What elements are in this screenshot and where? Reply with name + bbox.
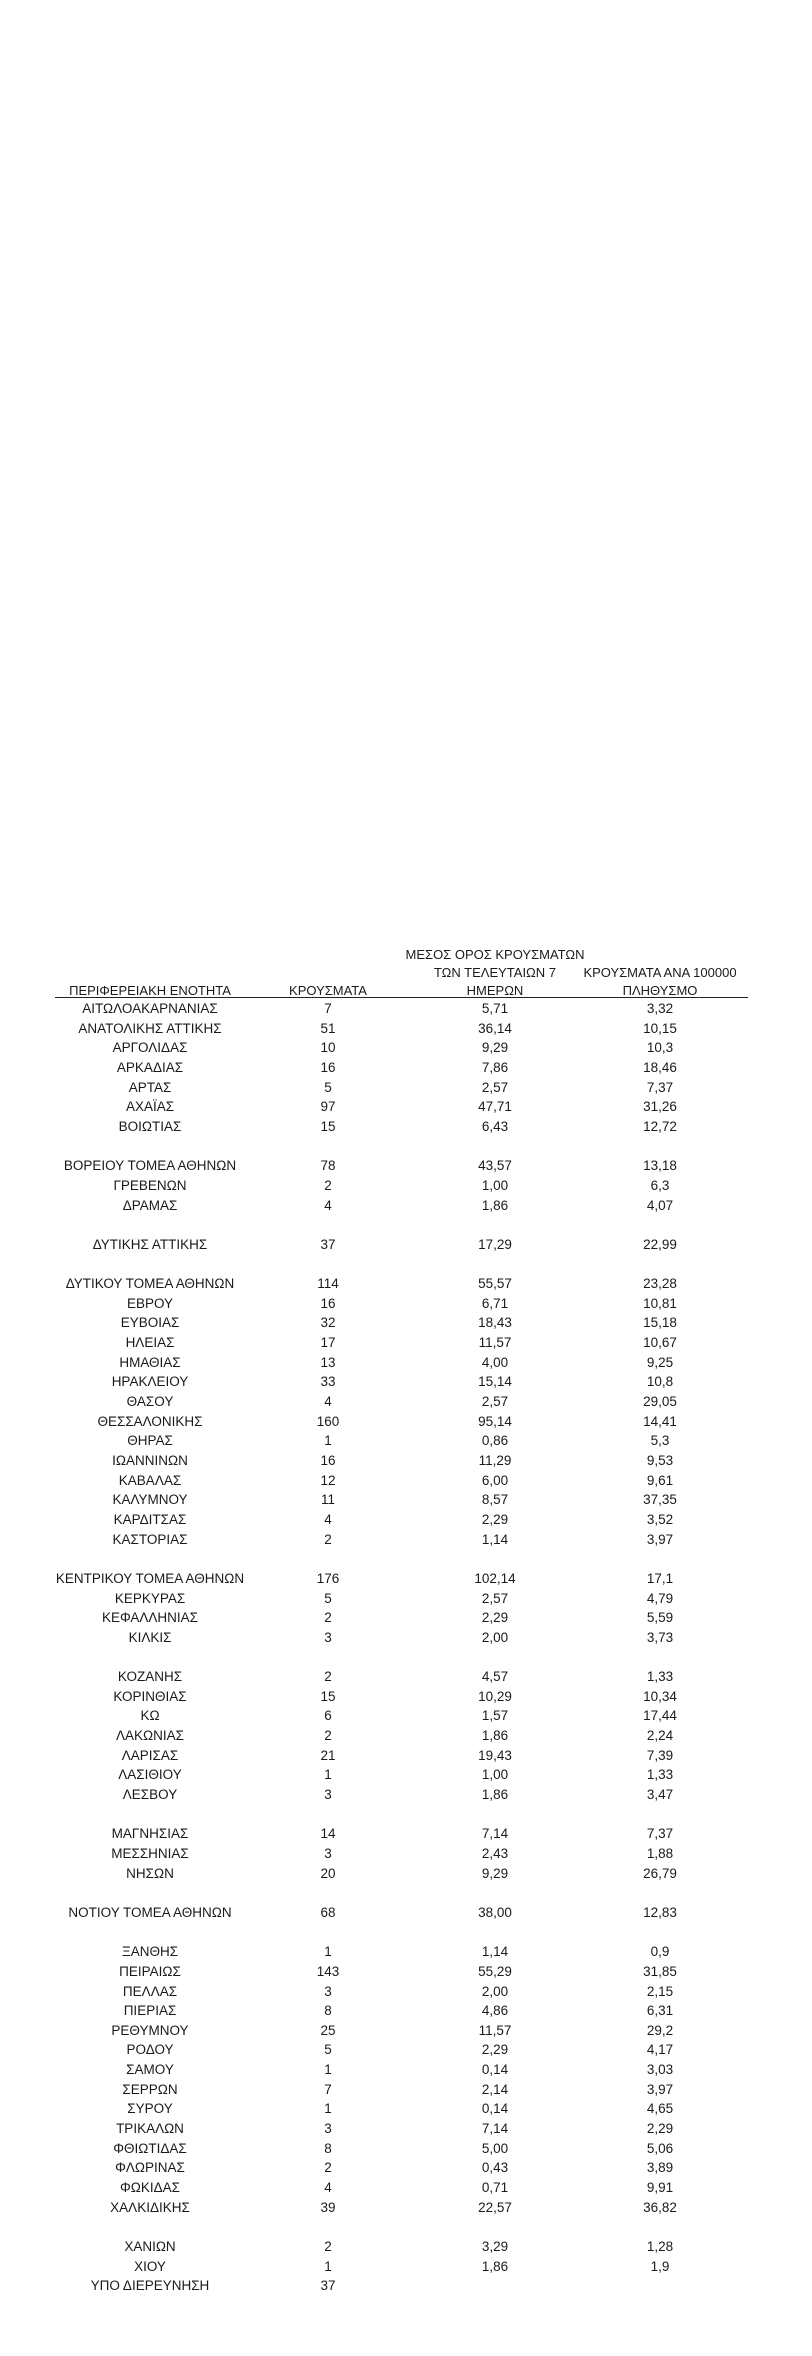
region-cell: ΔΡΑΜΑΣ	[122, 1197, 178, 1213]
cases-cell: 3	[324, 1983, 332, 1999]
avg7-cell: 43,57	[478, 1158, 512, 1174]
per100k-cell: 10,81	[643, 1295, 677, 1311]
cases-cell: 4	[324, 1511, 332, 1527]
cases-cell: 2	[324, 1669, 332, 1685]
region-cell: ΦΘΙΩΤΙΔΑΣ	[113, 2140, 187, 2156]
region-cell: ΚΟΖΑΝΗΣ	[117, 1669, 183, 1685]
cases-cell: 5	[324, 1079, 332, 1095]
per100k-cell: 12,72	[643, 1118, 677, 1134]
cases-cell: 4	[324, 1197, 332, 1213]
region-cell: ΣΑΜΟΥ	[126, 2062, 174, 2078]
per100k-cell: 10,67	[643, 1335, 677, 1350]
region-cell: ΞΑΝΘΗΣ	[121, 1944, 179, 1960]
avg7-cell: 2,57	[481, 1079, 509, 1095]
per100k-cell: 6,3	[650, 1177, 670, 1193]
cases-cell: 39	[320, 2199, 336, 2215]
cases-cell: 2	[324, 1531, 332, 1547]
per100k-cell: 10,8	[646, 1374, 674, 1390]
avg7-cell: 0,43	[481, 2160, 509, 2176]
per100k-cell: 9,91	[646, 2180, 674, 2195]
cases-cell: 3	[324, 1629, 332, 1645]
per100k-cell: 31,26	[643, 1099, 677, 1115]
region-cell: ΚΕΦΑΛΛΗΝΙΑΣ	[101, 1610, 199, 1626]
cases-cell: 16	[320, 1453, 336, 1468]
header-avg7-line3: ΗΜΕΡΩΝ	[466, 983, 524, 998]
cases-cell: 2	[324, 2160, 332, 2176]
region-cell: ΣΥΡΟΥ	[127, 2101, 173, 2117]
cases-cell: 114	[317, 1276, 339, 1292]
region-cell: ΥΠΟ ΔΙΕΡΕΥΝΗΣΗ	[90, 2278, 210, 2294]
cases-cell: 5	[324, 1590, 332, 1606]
region-cell: ΦΩΚΙΔΑΣ	[120, 2180, 180, 2195]
avg7-cell: 8,57	[481, 1492, 509, 1508]
per100k-cell: 3,73	[646, 1629, 674, 1645]
avg7-cell: 5,00	[481, 2140, 509, 2156]
avg7-cell: 1,57	[481, 1708, 509, 1724]
per100k-cell: 4,17	[646, 2042, 674, 2058]
cases-cell: 25	[320, 2022, 336, 2038]
cases-cell: 2	[324, 2238, 332, 2254]
cases-cell: 7	[324, 2081, 332, 2097]
cases-cell: 8	[324, 2003, 332, 2019]
region-cell: ΚΑΛΥΜΝΟΥ	[112, 1492, 188, 1508]
per100k-cell: 18,46	[643, 1060, 677, 1075]
region-cell: ΚΩ	[140, 1708, 160, 1724]
cases-cell: 10	[320, 1040, 336, 1056]
cases-cell: 3	[324, 1787, 332, 1802]
region-cell: ΘΗΡΑΣ	[127, 1433, 173, 1449]
header-avg7-line1: ΜΕΣΟΣ ΟΡΟΣ ΚΡΟΥΣΜΑΤΩΝ	[405, 947, 585, 962]
header-per100k-line2: ΠΛΗΘΥΣΜΟ	[622, 983, 698, 998]
header-cases: ΚΡΟΥΣΜΑΤΑ	[289, 983, 367, 998]
region-cell: ΘΑΣΟΥ	[126, 1394, 174, 1409]
region-cell: ΚΙΛΚΙΣ	[128, 1629, 172, 1645]
cases-cell: 7	[324, 1001, 332, 1016]
per100k-cell: 2,15	[646, 1983, 674, 1999]
avg7-cell: 55,29	[478, 1963, 512, 1979]
per100k-cell: 29,2	[646, 2022, 674, 2038]
region-cell: ΘΕΣΣΑΛΟΝΙΚΗΣ	[97, 1413, 203, 1429]
avg7-cell: 18,43	[478, 1315, 512, 1331]
cases-cell: 78	[320, 1158, 336, 1174]
region-cell: ΚΑΡΔΙΤΣΑΣ	[113, 1511, 187, 1527]
per100k-cell: 22,99	[643, 1236, 677, 1252]
avg7-cell: 36,14	[478, 1020, 512, 1036]
cases-cell: 17	[320, 1335, 336, 1350]
region-cell: ΜΑΓΝΗΣΙΑΣ	[111, 1826, 189, 1842]
per100k-cell: 9,61	[646, 1472, 674, 1488]
avg7-cell: 1,86	[481, 1728, 509, 1743]
per100k-cell: 7,39	[646, 1747, 674, 1763]
header-divider	[55, 997, 748, 998]
cases-cell: 37	[320, 2278, 336, 2294]
region-cell: ΠΕΛΛΑΣ	[122, 1983, 178, 1999]
per100k-cell: 6,31	[646, 2003, 674, 2019]
avg7-cell: 2,29	[481, 1511, 509, 1527]
cases-cell: 16	[320, 1295, 336, 1311]
region-cell: ΚΑΒΑΛΑΣ	[118, 1472, 182, 1488]
region-cell: ΑΧΑΪΑΣ	[125, 1099, 175, 1115]
per100k-cell: 10,3	[646, 1040, 674, 1056]
per100k-cell: 5,06	[646, 2140, 674, 2156]
per100k-cell: 9,25	[646, 1354, 674, 1370]
region-cell: ΠΕΙΡΑΙΩΣ	[119, 1963, 181, 1979]
region-cell: ΗΡΑΚΛΕΙΟΥ	[111, 1374, 189, 1390]
avg7-cell: 6,00	[481, 1472, 509, 1488]
per100k-cell: 17,1	[646, 1570, 674, 1586]
per100k-cell: 31,85	[643, 1963, 677, 1979]
region-cell: ΚΑΣΤΟΡΙΑΣ	[112, 1531, 188, 1547]
cases-cell: 32	[320, 1315, 336, 1331]
avg7-cell: 2,57	[481, 1590, 509, 1606]
per100k-cell: 3,47	[646, 1787, 674, 1802]
per100k-cell: 5,3	[650, 1433, 670, 1449]
avg7-cell: 7,86	[481, 1060, 509, 1075]
cases-cell: 160	[316, 1413, 340, 1429]
per100k-cell: 9,53	[646, 1453, 674, 1468]
region-cell: ΜΕΣΣΗΝΙΑΣ	[111, 1845, 189, 1861]
region-cell: ΧΙΟΥ	[134, 2258, 166, 2274]
avg7-cell: 0,14	[481, 2101, 509, 2117]
per100k-cell: 14,41	[643, 1413, 677, 1429]
per100k-cell: 37,35	[643, 1492, 677, 1508]
avg7-cell: 0,71	[481, 2180, 509, 2195]
avg7-cell: 6,43	[481, 1118, 509, 1134]
avg7-cell: 3,29	[481, 2238, 509, 2254]
cases-cell: 1	[324, 1433, 332, 1449]
per100k-cell: 2,29	[646, 2121, 674, 2137]
cases-cell: 97	[320, 1099, 336, 1115]
region-cell: ΑΙΤΩΛΟΑΚΑΡΝΑΝΙΑΣ	[82, 1001, 218, 1016]
cases-cell: 4	[324, 1394, 332, 1409]
cases-cell: 2	[324, 1177, 332, 1193]
per100k-cell: 26,79	[643, 1865, 677, 1881]
region-cell: ΕΥΒΟΙΑΣ	[120, 1315, 180, 1331]
avg7-cell: 5,71	[481, 1001, 509, 1016]
per100k-cell: 1,28	[646, 2238, 674, 2254]
per100k-cell: 29,05	[643, 1394, 677, 1409]
per100k-cell: 3,52	[646, 1511, 674, 1527]
avg7-cell: 11,29	[478, 1453, 512, 1468]
region-cell: ΤΡΙΚΑΛΩΝ	[116, 2121, 184, 2137]
region-cell: ΚΟΡΙΝΘΙΑΣ	[113, 1688, 187, 1704]
region-cell: ΑΡΚΑΔΙΑΣ	[116, 1060, 184, 1075]
avg7-cell: 95,14	[478, 1413, 512, 1429]
per100k-cell: 3,97	[646, 1531, 674, 1547]
per100k-cell: 17,44	[643, 1708, 677, 1724]
per100k-cell: 15,18	[643, 1315, 677, 1331]
per100k-cell: 0,9	[650, 1944, 670, 1960]
per100k-cell: 3,32	[646, 1001, 674, 1016]
avg7-cell: 11,57	[478, 2022, 512, 2038]
cases-cell: 3	[324, 1845, 332, 1861]
region-cell: ΛΕΣΒΟΥ	[122, 1787, 178, 1802]
cases-cell: 1	[324, 2258, 332, 2274]
region-cell: ΙΩΑΝΝΙΝΩΝ	[112, 1453, 188, 1468]
avg7-cell: 102,14	[474, 1570, 516, 1586]
region-cell: ΡΟΔΟΥ	[126, 2042, 174, 2058]
region-cell: ΔΥΤΙΚΟΥ ΤΟΜΕΑ ΑΘΗΝΩΝ	[65, 1276, 235, 1292]
region-cell: ΡΕΘΥΜΝΟΥ	[111, 2022, 189, 2038]
per100k-cell: 4,07	[646, 1197, 674, 1213]
per100k-cell: 4,65	[646, 2101, 674, 2117]
per100k-cell: 1,33	[646, 1669, 674, 1685]
cases-cell: 13	[320, 1354, 336, 1370]
cases-cell: 16	[320, 1060, 336, 1075]
avg7-cell: 10,29	[478, 1688, 512, 1704]
avg7-cell: 1,86	[481, 1787, 509, 1802]
avg7-cell: 22,57	[478, 2199, 512, 2215]
avg7-cell: 6,71	[481, 1295, 509, 1311]
cases-cell: 1	[324, 1767, 332, 1783]
avg7-cell: 7,14	[481, 2121, 509, 2137]
per100k-cell: 3,03	[646, 2062, 674, 2078]
cases-cell: 2	[324, 1610, 332, 1626]
cases-cell: 21	[320, 1747, 336, 1763]
per100k-cell: 2,24	[646, 1728, 674, 1743]
cases-cell: 143	[316, 1963, 340, 1979]
cases-cell: 1	[324, 2101, 332, 2117]
avg7-cell: 0,14	[481, 2062, 509, 2078]
avg7-cell: 19,43	[478, 1747, 512, 1763]
cases-cell: 12	[320, 1472, 336, 1488]
per100k-cell: 36,82	[643, 2199, 677, 2215]
avg7-cell: 2,00	[481, 1629, 509, 1645]
per100k-cell: 13,18	[643, 1158, 677, 1174]
region-cell: ΔΥΤΙΚΗΣ ΑΤΤΙΚΗΣ	[92, 1236, 208, 1252]
cases-cell: 6	[324, 1708, 332, 1724]
avg7-cell: 4,57	[481, 1669, 509, 1685]
cases-cell: 1	[324, 2062, 332, 2078]
per100k-cell: 7,37	[646, 1826, 674, 1842]
cases-cell: 51	[320, 1020, 336, 1036]
per100k-cell: 3,97	[646, 2081, 674, 2097]
avg7-cell: 1,00	[481, 1767, 509, 1783]
cases-cell: 14	[320, 1826, 336, 1842]
region-cell: ΕΒΡΟΥ	[126, 1295, 174, 1311]
avg7-cell: 2,43	[481, 1845, 509, 1861]
per100k-cell: 10,15	[643, 1020, 677, 1036]
avg7-cell: 2,29	[481, 1610, 509, 1626]
region-cell: ΒΟΙΩΤΙΑΣ	[118, 1118, 182, 1134]
avg7-cell: 38,00	[478, 1904, 512, 1920]
region-cell: ΧΑΝΙΩΝ	[124, 2238, 176, 2254]
region-cell: ΑΡΓΟΛΙΔΑΣ	[112, 1040, 188, 1056]
cases-cell: 8	[324, 2140, 332, 2156]
avg7-cell: 1,00	[481, 1177, 509, 1193]
region-cell: ΧΑΛΚΙΔΙΚΗΣ	[110, 2199, 190, 2215]
region-cell: ΚΕΝΤΡΙΚΟΥ ΤΟΜΕΑ ΑΘΗΝΩΝ	[55, 1570, 245, 1586]
per100k-cell: 12,83	[643, 1904, 677, 1920]
avg7-cell: 9,29	[481, 1865, 509, 1881]
cases-cell: 2	[324, 1728, 332, 1743]
region-cell: ΛΑΡΙΣΑΣ	[121, 1747, 179, 1763]
cases-cell: 37	[320, 1236, 336, 1252]
avg7-cell: 1,14	[481, 1531, 509, 1547]
avg7-cell: 1,86	[481, 2258, 509, 2274]
avg7-cell: 1,14	[481, 1944, 509, 1960]
avg7-cell: 11,57	[478, 1335, 512, 1350]
avg7-cell: 55,57	[478, 1276, 512, 1292]
per100k-cell: 7,37	[646, 1079, 674, 1095]
region-cell: ΑΝΑΤΟΛΙΚΗΣ ΑΤΤΙΚΗΣ	[78, 1020, 222, 1036]
cases-cell: 33	[320, 1374, 336, 1390]
avg7-cell: 2,14	[481, 2081, 509, 2097]
avg7-cell: 2,29	[481, 2042, 509, 2058]
header-avg7-line2: ΤΩΝ ΤΕΛΕΥΤΑΙΩΝ 7	[433, 965, 557, 980]
avg7-cell: 17,29	[478, 1236, 512, 1252]
per100k-cell: 10,34	[643, 1688, 677, 1704]
cases-cell: 68	[320, 1904, 336, 1920]
region-cell: ΛΑΚΩΝΙΑΣ	[116, 1728, 184, 1743]
header-region: ΠΕΡΙΦΕΡΕΙΑΚΗ ΕΝΟΤΗΤΑ	[69, 983, 231, 998]
per100k-cell: 4,79	[646, 1590, 674, 1606]
cases-cell: 11	[320, 1492, 335, 1508]
avg7-cell: 9,29	[481, 1040, 509, 1056]
region-cell: ΑΡΤΑΣ	[128, 1079, 172, 1095]
cases-cell: 1	[324, 1944, 332, 1960]
region-cell: ΛΑΣΙΘΙΟΥ	[118, 1767, 182, 1783]
per100k-cell: 23,28	[643, 1276, 677, 1292]
cases-cell: 4	[324, 2180, 332, 2195]
region-cell: ΒΟΡΕΙΟΥ ΤΟΜΕΑ ΑΘΗΝΩΝ	[63, 1158, 237, 1174]
avg7-cell: 1,86	[481, 1197, 509, 1213]
cases-cell: 15	[320, 1688, 336, 1704]
region-cell: ΚΕΡΚΥΡΑΣ	[114, 1590, 186, 1606]
avg7-cell: 4,00	[481, 1354, 509, 1370]
region-cell: ΝΟΤΙΟΥ ΤΟΜΕΑ ΑΘΗΝΩΝ	[68, 1904, 232, 1920]
region-cell: ΝΗΣΩΝ	[126, 1865, 174, 1881]
header-per100k-line1: ΚΡΟΥΣΜΑΤΑ ΑΝΑ 100000	[583, 965, 737, 980]
avg7-cell: 47,71	[478, 1099, 512, 1115]
region-cell: ΓΡΕΒΕΝΩΝ	[113, 1177, 187, 1193]
avg7-cell: 2,00	[481, 1983, 509, 1999]
region-cell: ΗΛΕΙΑΣ	[125, 1335, 175, 1350]
per100k-cell: 3,89	[646, 2160, 674, 2176]
avg7-cell: 15,14	[478, 1374, 512, 1390]
cases-cell: 3	[324, 2121, 332, 2137]
region-cell: ΦΛΩΡΙΝΑΣ	[115, 2160, 185, 2176]
per100k-cell: 5,59	[646, 1610, 674, 1626]
cases-cell: 176	[316, 1570, 340, 1586]
avg7-cell: 4,86	[481, 2003, 509, 2019]
cases-cell: 15	[320, 1118, 336, 1134]
region-cell: ΣΕΡΡΩΝ	[122, 2081, 178, 2097]
cases-cell: 5	[324, 2042, 332, 2058]
per100k-cell: 1,9	[650, 2258, 670, 2274]
region-cell: ΗΜΑΘΙΑΣ	[119, 1354, 181, 1370]
per100k-cell: 1,88	[646, 1845, 674, 1861]
avg7-cell: 0,86	[481, 1433, 509, 1449]
per100k-cell: 1,33	[646, 1767, 674, 1783]
region-cell: ΠΙΕΡΙΑΣ	[123, 2003, 177, 2019]
cases-cell: 20	[320, 1865, 336, 1881]
avg7-cell: 7,14	[481, 1826, 509, 1842]
avg7-cell: 2,57	[481, 1394, 509, 1409]
